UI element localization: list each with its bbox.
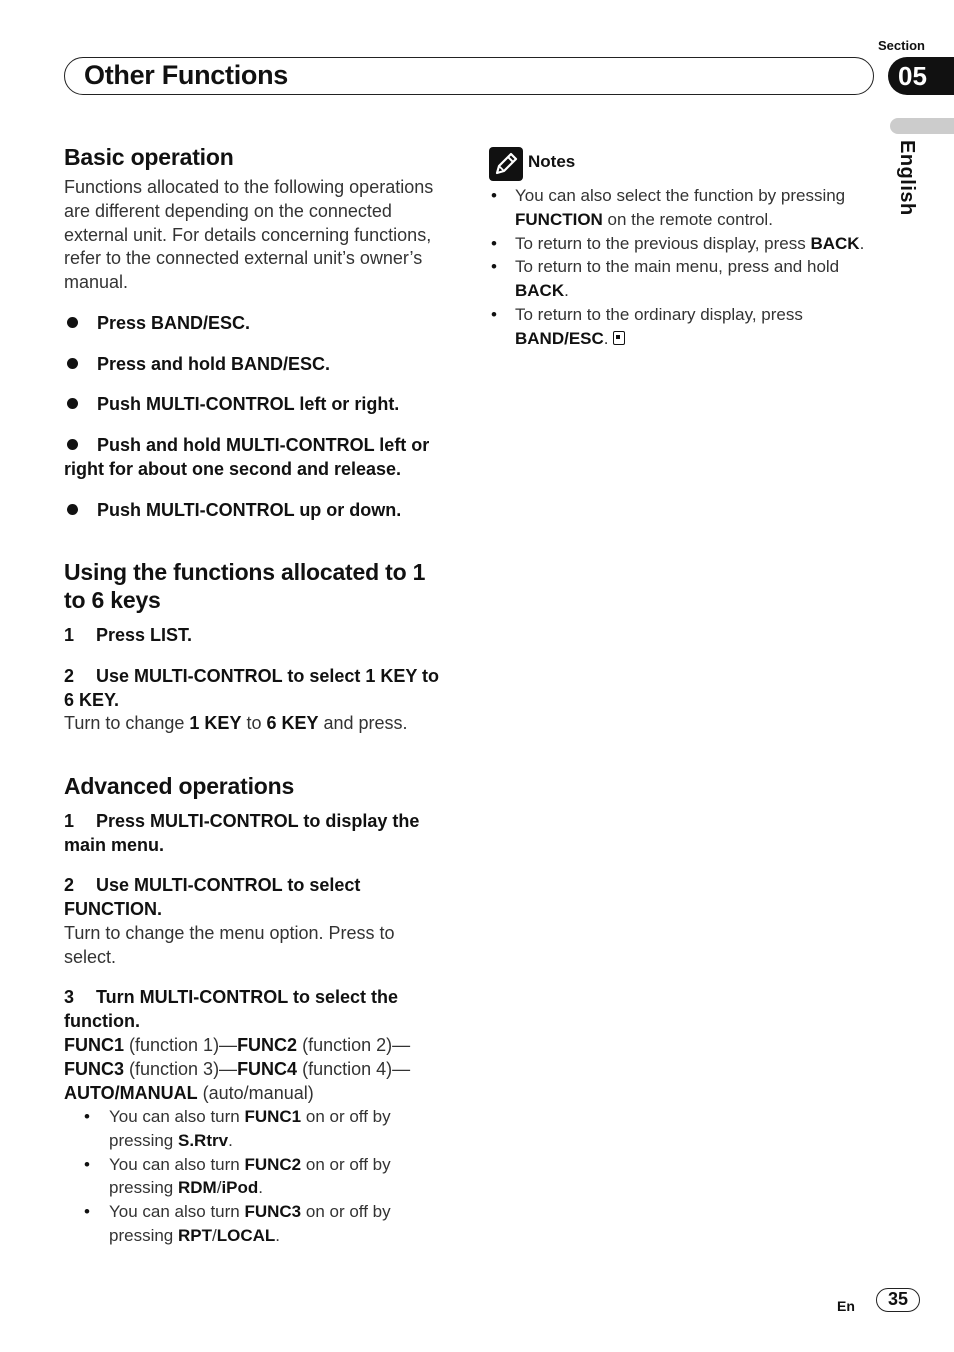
note-item-3: • To return to the main menu, press and hold BACK. [489, 255, 879, 303]
auto-manual-label: AUTO/MANUAL [64, 1082, 198, 1103]
func3-label: FUNC3 [64, 1058, 125, 1079]
step-text: Press LIST. [96, 625, 193, 645]
desc-bold: 1 KEY [189, 713, 242, 733]
func-desc: (function 2)— [297, 1035, 411, 1055]
basic-item-1 [64, 312, 449, 336]
advanced-section [64, 772, 449, 800]
page-title: Other Functions [84, 60, 288, 90]
advanced-step-3 [64, 986, 449, 1034]
bullet-dot [67, 504, 78, 515]
bullet-dot [67, 317, 78, 328]
end-of-section-icon [613, 331, 625, 345]
step-number: 1 [64, 811, 75, 831]
using-step-2 [64, 665, 449, 713]
func-desc: (auto/manual) [197, 1082, 314, 1103]
using-step-2-desc [64, 712, 449, 736]
advanced-bullet-3: • You can also turn FUNC3 on or off by pressing RPT/LOCAL. [64, 1200, 454, 1248]
language-tab [890, 118, 954, 134]
pencil-note-icon [489, 147, 523, 181]
advanced-bullets [64, 1105, 454, 1248]
notes-title: Notes [528, 152, 576, 171]
using-functions-section [64, 558, 449, 614]
using-step-1 [64, 624, 449, 648]
notes-list [489, 184, 879, 351]
step-number: 2 [64, 875, 75, 895]
func2-label: FUNC2 [237, 1035, 298, 1055]
func-desc: (function 3)— [124, 1058, 238, 1079]
advanced-bullet-2: • You can also turn FUNC2 on or off by pressing RDM/iPod. [64, 1153, 454, 1201]
bullet-dot [67, 358, 78, 369]
step-text: Turn MULTI-CONTROL to select the function. [64, 987, 398, 1031]
basic-item-4 [64, 434, 449, 482]
step-number: 1 [64, 625, 75, 645]
advanced-step-2-desc: Turn to change the menu option. Press to select. [64, 923, 395, 967]
function-sequence [64, 1034, 444, 1105]
basic-item-text: Push MULTI-CONTROL left or right. [97, 394, 400, 414]
basic-item-text: Push and hold MULTI-CONTROL left or right for about one second and release. [64, 435, 430, 479]
basic-item-5 [64, 499, 449, 523]
basic-item-2 [64, 353, 449, 377]
func1-label: FUNC1 [64, 1035, 125, 1055]
note-item-1: • You can also select the function by pressing FUNCTION on the remote control. [489, 184, 879, 232]
side-language-label: English [896, 140, 918, 216]
step-text: Press MULTI-CONTROL to display the main menu. [64, 811, 420, 855]
basic-item-text: Press and hold BAND/ESC. [97, 354, 331, 374]
func-desc: (function 1)— [124, 1035, 238, 1055]
basic-item-text: Press BAND/ESC. [97, 313, 251, 333]
step-number: 2 [64, 666, 75, 686]
note-item-4: • To return to the ordinary display, press BAND/ESC. [489, 303, 879, 351]
basic-item-3 [64, 393, 449, 417]
basic-item-text: Push MULTI-CONTROL up or down. [97, 500, 402, 520]
basic-operation-section [64, 143, 449, 295]
step-text: Use MULTI-CONTROL to select 1 KEY to 6 KEY. [64, 666, 440, 710]
bullet-dot [67, 439, 78, 450]
basic-operation-intro [64, 176, 434, 295]
basic-operation-heading: Basic operation [64, 144, 234, 170]
desc-text: and press. [318, 713, 408, 733]
page-number: 35 [876, 1288, 920, 1312]
desc-bold: 6 KEY [266, 713, 319, 733]
using-functions-heading: Using the functions allocated to 1 to 6 keys [64, 559, 426, 613]
bullet-dot [67, 398, 78, 409]
advanced-bullet-1: • You can also turn FUNC1 on or off by pressing S.Rtrv. [64, 1105, 454, 1153]
step-text: Use MULTI-CONTROL to select FUNCTION. [64, 875, 361, 919]
advanced-step-1 [64, 810, 449, 858]
intro-text: Functions allocated to the following operations are different depending on the connected external unit. For details concerning functions, refer to the connected external unit’s owner’s manual. [64, 177, 434, 293]
desc-text: Turn to change [64, 713, 190, 733]
step-number: 3 [64, 987, 75, 1007]
section-number: 05 [898, 60, 927, 91]
section-number-badge [888, 57, 954, 95]
advanced-heading: Advanced operations [64, 773, 295, 799]
func4-label: FUNC4 [237, 1058, 298, 1079]
section-label: Section [878, 38, 925, 53]
note-item-2: • To return to the previous display, press BACK. [489, 232, 879, 256]
advanced-step-2 [64, 874, 449, 922]
func-desc: (function 4)— [297, 1058, 411, 1079]
language-code: En [837, 1298, 855, 1314]
desc-text: to [241, 713, 267, 733]
